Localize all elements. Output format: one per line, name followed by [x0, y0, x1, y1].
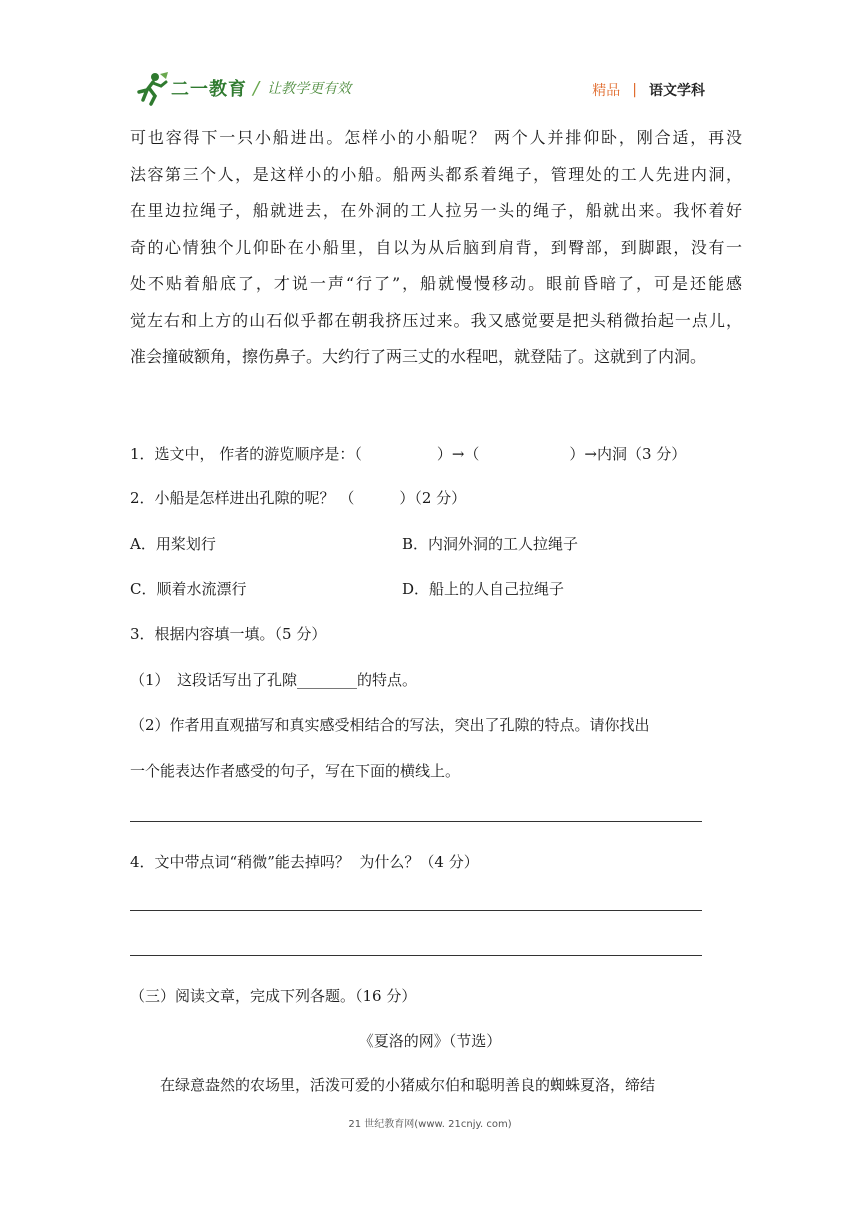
page-footer: 21 世纪教育网(www. 21cnjy. com) [348, 1119, 512, 1130]
passage [130, 120, 742, 376]
page-header [0, 0, 860, 110]
option-c[interactable]: C．顺着水流漂行 [130, 580, 247, 598]
question-3-2-cont: 一个能表达作者感受的句子，写在下面的横线上。 [130, 762, 461, 780]
premium-label: 精品 [592, 83, 621, 99]
option-a[interactable]: A．用桨划行 [130, 535, 216, 553]
logo-divider: / [253, 77, 260, 99]
option-b[interactable]: B．内洞外洞的工人拉绳子 [402, 535, 579, 553]
passage-line: 觉左右和上方的山石似乎都在朝我挤压过来。我又感觉要是把头稍微抬起一点儿， [130, 310, 742, 330]
option-d[interactable]: D．船上的人自己拉绳子 [402, 580, 565, 598]
passage-line: 可也容得下一只小船进出。怎样小的小船呢？ 两个人并排仰卧，刚合适，再没 [130, 128, 742, 147]
passage-line: 法容第三个人，是这样小的小船。船两头都系着绳子，管理处的工人先进内洞， [130, 164, 742, 184]
question-4: 4．文中带点词“稍微”能去掉吗？ 为什么？（4 分） [130, 853, 479, 871]
section-heading: （三）阅读文章，完成下列各题。（16 分） [130, 987, 417, 1005]
question-3-1: （1） 这段话写出了孔隙________的特点。 [130, 671, 418, 689]
tagline-separator: | [632, 82, 637, 98]
running-figure-icon [133, 70, 169, 106]
passage-line: 处不贴着船底了，才说一声“行了”，船就慢慢移动。眼前昏暗了，可是还能感 [130, 274, 742, 293]
passage-line: 准会撞破额角，擦伤鼻子。大约行了两三丈的水程吧，就登陆了。这就到了内洞。 [130, 347, 707, 366]
answer-line[interactable] [130, 821, 702, 822]
article-title: 《夏洛的网》（节选） [358, 1032, 502, 1050]
question-2: 2．小船是怎样进出孔隙的呢？ （ ）（2 分） [130, 489, 467, 507]
logo-text: 二一教育 [171, 79, 247, 100]
answer-line[interactable] [130, 910, 702, 911]
passage-line: 在里边拉绳子，船就进去，在外洞的工人拉另一头的绳子，船就出来。我怀着好 [130, 201, 742, 220]
answer-line[interactable] [130, 955, 702, 956]
question-3: 3．根据内容填一填。（5 分） [130, 625, 327, 643]
article-first-line: 在绿意盎然的农场里，活泼可爱的小猪威尔伯和聪明善良的蜘蛛夏洛，缔结 [130, 1076, 656, 1094]
question-3-2: （2）作者用直观描写和真实感受相结合的写法，突出了孔隙的特点。请你找出 [130, 716, 650, 734]
header-tagline [592, 80, 705, 100]
logo-slogan: 让教学更有效 [267, 81, 352, 97]
logo [133, 70, 351, 106]
subject-label: 语文学科 [649, 83, 705, 99]
passage-line: 奇的心情独个儿仰卧在小船里，自以为从后脑到肩背，到臀部，到脚跟，没有一 [130, 237, 742, 257]
question-1: 1．选文中， 作者的游览顺序是：（ ）→（ ）→内洞（3 分） [130, 445, 687, 463]
